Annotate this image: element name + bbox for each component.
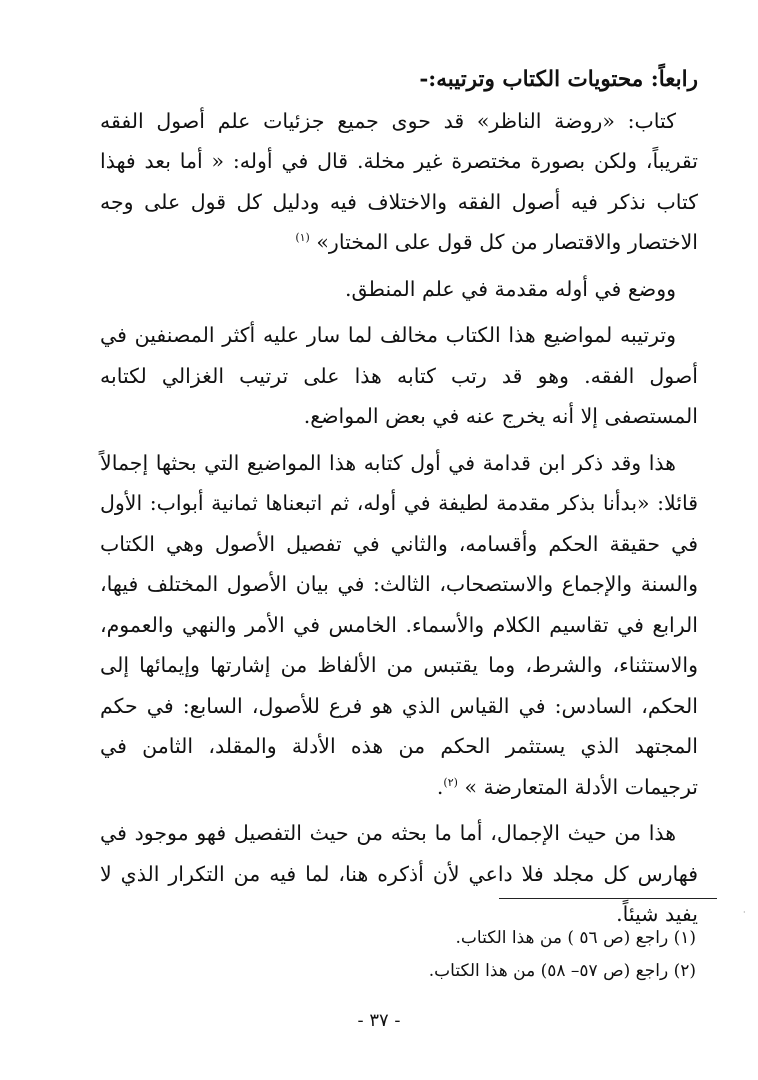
footnote-marker-1: (١) [295, 231, 310, 245]
paragraph-arrangement: وترتيبه لمواضيع هذا الكتاب مخالف لما سار عليه أكثر المصنفين في أصول الفقه. وهو قد رتب كتابه هذا على ترتيب الغزالي لكتابه المستصفى إلا أنه يخرج عنه في بعض المواضع. [100, 323, 698, 428]
paragraph-logic-intro: ووضع في أوله مقدمة في علم المنطق. [345, 276, 676, 301]
paragraph-contents-quote [100, 443, 698, 808]
paragraph-book-overview-text: كتاب: «روضة الناظر» قد حوى جميع جزئيات علم أصول الفقه تقريباً، ولكن بصورة مختصرة غير مخلة. قال في أوله: « أما بعد فهذا كتاب نذكر فيه أصول الفقه والاختلاف فيه ودليل كل قول على وجه الاختصار والاقتصار من كل قول على المختار» [100, 108, 698, 254]
section-heading: رابعاً: محتويات الكتاب وترتيبه:- [419, 67, 698, 92]
footnote-marker-2: (٢) [443, 775, 458, 789]
footnote-2: (٢) راجع (ص ٥٧– ٥٨) من هذا الكتاب. [428, 961, 696, 981]
page-number: - ٣٧ - [357, 1010, 401, 1031]
footnotes [250, 922, 696, 988]
main-text [100, 60, 698, 935]
footnote-1: (١) راجع (ص ٥٦ ) من هذا الكتاب. [455, 928, 696, 948]
scan-speck: · [743, 908, 746, 917]
paragraph-book-overview [100, 101, 698, 263]
paragraph-summary: هذا من حيث الإجمال، أما ما بحثه من حيث التفصيل فهو موجود في فهارس كل مجلد فلا داعي لأن أذكره هنا، لما فيه من التكرار الذي لا يفيد شيئاً. [100, 821, 698, 926]
footnote-divider [499, 898, 717, 899]
paragraph-contents-quote-end: . [436, 774, 444, 799]
paragraph-contents-quote-text: هذا وقد ذكر ابن قدامة في أول كتابه هذا المواضيع التي بحثها إجمالاً قائلا: «بدأنا بذكر مقدمة لطيفة في أوله، ثم اتبعناها ثمانية أبواب: الأول في حقيقة الحكم وأقسامه، والثاني في تفصيل الأصول وهي الكتاب والسنة والإجماع والاستصحاب، الثالث: في بيان الأصول المختلف فيها، الرابع في تقاسيم الكلام والأسماء. الخامس في الأمر والنهي والعموم، والاستثناء، والشرط، وما يقتبس من الألفاظ من إشارتها وإيمائها إلى الحكم، السادس: في القياس الذي هو فرع للأصول، السابع: في حكم المجتهد الذي يستثمر الحكم من هذه الأدلة والمقلد، الثامن في ترجيمات الأدلة المتعارضة » [100, 450, 698, 799]
